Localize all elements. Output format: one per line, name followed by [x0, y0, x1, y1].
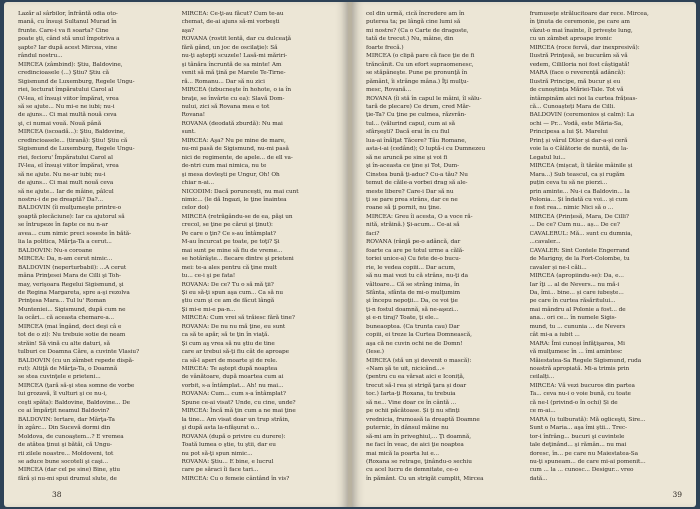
text-line: în pământ. Cu un strigăt cumplit, Mircea	[366, 475, 484, 482]
text-line: ţi-n fostul doamnă, să ne-aşezi...	[366, 306, 459, 313]
text-line: IV-lea, el însuşi viitor împărat, vrea	[18, 163, 119, 170]
text-line: şi începu nepoţii... Da, ce voi ţie	[366, 298, 458, 305]
text-line: mei: te-a ales pentru că ţine mult	[181, 264, 277, 271]
text-line: nu-ţi aştepţi scuzele! Lasă-mi măriri-	[181, 53, 288, 60]
text-line: chiar n-ai...	[181, 180, 215, 187]
text-line: prin aminte... Nu-i ca Baldovin... la	[529, 188, 630, 195]
text-line: MIRCEA (roce fervă, dar inexpresivă):	[529, 44, 640, 51]
right-page-number: 39	[672, 490, 682, 499]
text-line: să nu mai vezi tu că strâns, nu-ţi da	[366, 273, 468, 280]
text-line: (pentru cu ea vărsat aici e Iconiță,	[366, 374, 465, 381]
text-line: MIRCEA: Ce-ţi-au făcut? Cum te-au	[181, 11, 284, 17]
text-line: şi e-n tiraj? Toate, ţi ele...	[366, 315, 439, 322]
text-line: în ţinuta de ceremonie, pe care am	[529, 19, 630, 26]
text-line: pe ochii păcătoase. Și ţi nu sfinţi	[366, 408, 460, 415]
text-line: vorbit, s-a întâmplat... Ah! nu mai...	[181, 382, 284, 389]
left-page-columns	[18, 10, 336, 483]
text-line: să ne ajute. Nu ne-ar iubi; nu-i	[18, 171, 106, 178]
text-line: Ilustră Prinţesă, se bucurăm să vă	[529, 53, 628, 60]
text-line: (V-lea, el însuşi viitor împărat, vrea	[18, 95, 119, 102]
text-line: puternic, în dânsul mâine nu	[366, 425, 449, 432]
text-line: MIRCEA (stă un şi devenit o mască):	[366, 357, 472, 364]
text-line: roane să ţi pornit, nu ţine.	[366, 205, 442, 212]
text-line: CAVALER: Sint Contele Engerrand	[529, 247, 630, 254]
text-line: de vânătoare, după moartea cum ai	[181, 374, 284, 381]
text-line: la tine... Am visat doar un trup străin,	[181, 416, 290, 423]
text-line: MIRCEA (mai îngând, deci deşi câ e	[18, 323, 122, 330]
text-line: se întrupeze în fapte ce nu n-ar	[18, 222, 108, 229]
text-line: cât mi-a a iubit ...	[529, 332, 580, 339]
text-line: ROVANA (rostit lentă, dar cu dulceaţă	[181, 36, 292, 43]
text-line: BALDOVIN (ceremonios și calm): La	[529, 112, 635, 119]
text-line: MARA (face o reverență adâncă):	[529, 70, 626, 77]
text-line: Da, îmi... bine... și care iubește...	[529, 289, 624, 296]
text-line: nu-ţi spuneam... de care mi-ai pomenit...	[529, 459, 646, 466]
text-line: ROVANA: De nu nu mă ţine, eu sunt	[181, 323, 286, 330]
text-line: ... De ce? Cum nu... aș... De ce?	[529, 222, 620, 229]
text-line: de Marigny, de la Fort-Colombe, tu	[529, 256, 630, 263]
text-line: se stea cuvinţele e prieteni...	[18, 374, 101, 381]
text-line: la ocări... că aceasta chemare-a...	[18, 315, 115, 322]
text-line: dată...	[529, 475, 548, 482]
text-line: să-mi am în priveghiul,... Ţi doamnă,	[366, 433, 471, 440]
left-page-column-2	[182, 10, 337, 483]
text-line: aşa?	[181, 27, 195, 34]
text-line: rii zilele noastre... Moldoveni, tot	[18, 450, 114, 457]
text-line: Sigismund de Luxemburg, Regele Ungu-	[18, 146, 135, 153]
text-line: MIRCEA (apropiindu-se): Da, e...	[529, 273, 624, 280]
text-line: ROVANA (îi stă în capul le mâini, îl sălu-	[366, 95, 482, 102]
text-line: chemat, de-ai ajuns să-mi vorbeşti	[181, 19, 280, 26]
text-line: Rovana!	[181, 112, 206, 119]
text-line: nu pot să-ţi spun nimic...	[181, 450, 253, 457]
text-line: MIRCEA (zâmbind): Ştiu, Baldovine,	[18, 61, 123, 68]
text-line: asta-i-ai (cedând); O luptă-i cu Dumnezeu	[366, 146, 486, 153]
text-line: credincioasele... (tirană): Ştiu! Ştiu că	[18, 137, 128, 144]
right-page-column-1	[366, 10, 521, 483]
text-line: BALDOVIN (neperturbabil): ...A cerut	[18, 264, 127, 271]
text-line: buneaoptea. (Ca trunta cau) Dar	[366, 323, 460, 330]
text-line: mai mică la poarta lui e...	[366, 450, 440, 457]
text-line: ROVANA: De ce? Tu o să mă ţii?	[181, 281, 274, 288]
text-line: MIRCEA (dar cel pe sine) Bine, știu	[18, 467, 121, 474]
text-line: să ne... Vine doar ce în cântă ...	[366, 399, 457, 406]
text-line: văzut-o mai înainte, îl privește lung,	[529, 27, 633, 34]
text-line: mi nostre? (Ca o Carte de dragoste,	[366, 27, 469, 34]
text-line: MIRCEA: Da, n-am cerut nimic...	[18, 256, 113, 263]
text-line: Spune ce-ai visat? Unde, cu cine, unde?	[181, 399, 296, 406]
left-page	[4, 2, 348, 507]
text-line: temut de căile-a vorbei drag să ale-	[366, 180, 468, 187]
text-line: MIRCEA (iscoadă...): Ştiu, Baldovine,	[18, 129, 126, 136]
text-line: toc.) Iarta-ţi Roxana, tu trebuia	[366, 391, 456, 398]
text-line: cu un zâmbet aproape ironic	[529, 36, 612, 43]
text-line: rie, le vedea copiii... Dar acum,	[366, 264, 456, 271]
text-line: toriei unice-a) Cu fete de-o bucu-	[366, 256, 461, 263]
text-line: întâmpinăm aici noi la curtea frățeas-	[529, 95, 638, 102]
text-line: cavaler și ne-l căli...	[529, 264, 587, 271]
text-line: nostru-i de pe dreaptă? Da?...	[18, 196, 104, 203]
text-line: pe care în curtea răsăritului...	[529, 298, 616, 305]
text-line: MIRCEA: Greu îi acesta, O a voce ră-	[366, 213, 473, 220]
text-line: şi tânăra încruntă de sa minte! Am	[181, 61, 282, 68]
text-line: credincioasele (...) Ştiu? Ştiu că	[18, 70, 110, 77]
text-line: lui grozavă, îl vulturi şi ce nu-i,	[18, 391, 107, 398]
text-line: ceşti spăta): Baldovine, Baldovine... De	[18, 399, 130, 406]
text-line: braţe, se învârte cu ea): Slavă Dom-	[181, 95, 285, 102]
text-line: tor-i înfrâng... bucuri şi cuvintele	[529, 433, 625, 440]
text-line: noastră apropiată. Mi-a trimis prin	[529, 366, 630, 373]
text-line: pământ, îi strânge mâna.) Îţi mulţu-	[366, 78, 469, 85]
text-line: puterea ta; pe lângă cine lumi să	[366, 19, 461, 26]
text-line: Mara...) Sub teascul, ca și rugăm	[529, 171, 625, 178]
text-line: cel din urmă, cică încredere am în	[366, 11, 465, 17]
text-line: Pe care o ţin? Ce s-au întâmplat?	[181, 230, 276, 237]
text-line: Şi mi-e mi-e pa-n...	[181, 306, 236, 313]
text-line: Munteniei... Sigismund, după cum ne	[18, 306, 126, 313]
text-line: MIRCEA: Încă mă ţin cum a ne mai ţine	[181, 408, 296, 415]
text-line: să se ajute... Nu mi-e ne iubi; nu-i	[18, 103, 115, 110]
text-line: rut): Altiţă de Mărţa-Ta, o Doamnă	[18, 366, 118, 373]
text-line: şoaptă plecăciune): Iar ca ajutorul să	[18, 213, 125, 220]
text-line: şi, ci numai vouă. Nouă până	[18, 120, 102, 127]
text-line: lua-ai înălţat Tăcere? Tău Romane,	[366, 137, 467, 144]
text-line: puțin ceva tu să ne pierzi...	[529, 180, 608, 187]
text-line: străin! Să vină cu alte daturi, să	[18, 340, 110, 347]
text-line: Sunt o Maria... aşa îmi ştii... Trec-	[529, 425, 628, 432]
text-line: foarte ca are pe totul urme a călă-	[366, 247, 465, 254]
text-line: ca să-l aperi de moarte şi de rele.	[181, 357, 278, 364]
book-spread	[4, 2, 696, 507]
text-line: Sfânta, sfânta de mi-o mulţumim	[366, 289, 461, 296]
left-page-column-1	[18, 10, 173, 483]
text-line: se aduce bune socoteli şi caşi...	[18, 459, 108, 466]
text-line: tot de o zi): Nu trebuie sotie de neam	[18, 332, 126, 339]
text-line: lia la politica, Mărţa-Ta a cerut...	[18, 239, 112, 246]
text-line: vă mulţumesc în ... îmi amintesc	[529, 349, 623, 356]
text-line: că ne-l (privind-o în ochi) Și de	[529, 399, 618, 406]
text-line: care ar trebui să-ţi fiu cât de aproape	[181, 349, 290, 356]
text-line: vâltoare... Că se strâng inima, în	[366, 281, 460, 288]
text-line: mai sunt pe mine să fiu de vreme...	[181, 247, 283, 254]
text-line: «Nam şă te uit, nicicând...»	[366, 366, 445, 373]
text-line: de-ntri cum mai nimica, nu te	[181, 163, 267, 170]
text-line: rândul nostru...	[18, 53, 63, 60]
text-line: ROVANA: Cum... cum s-a întâmplat?	[181, 391, 286, 398]
text-line: tul... (vălurind capul, cum ai să	[366, 120, 455, 127]
text-line: BALDOVIN (cu un zâmbet repede dispă-	[18, 357, 134, 364]
text-line: Prinţesa Mara... Tul lu' Roman	[18, 298, 106, 305]
text-line: Polonia... Și îndată cu voi... și cum	[529, 196, 628, 203]
text-line: ...cavaler...	[529, 239, 561, 246]
text-line: frumusețe strălucitoare dar rece. Mircea,	[529, 11, 649, 17]
text-line: MIRCEA (o clipă pare că face ţie de fi	[366, 53, 475, 60]
text-line: ROVANA: Ştiu... E bine, e lucrul	[181, 459, 274, 466]
text-line: Cinstea bună ţi-aduc? Cu-a tău? Nu	[366, 171, 468, 178]
text-line: ROVANA (deodată zburdă): Nu mai	[181, 120, 283, 127]
text-line: MIRCEA (izbucneşte în hohote, o ia în	[181, 87, 292, 94]
text-line: MIRCEA: Cu o femeie cântând în vis?	[181, 475, 290, 482]
text-line: riei, fecioru' Împăratului Carol al	[18, 154, 113, 161]
text-line: nului, zici să Rovana mea e tot	[181, 103, 270, 110]
text-line: de ajuns... Ci mai mult nouă ceva	[18, 180, 114, 187]
text-line: ţie-Ta? Cu ţine pe culmea, răzvrăn-	[366, 112, 467, 119]
text-line: vrednicia, frumoasă la dreaptă Doamne	[366, 416, 480, 423]
text-line: (Roxana se retrage, ţinându-o sechiu	[366, 459, 472, 466]
text-line: MIRCEA (mișcat, îi tărâie mâinile și	[529, 163, 633, 170]
text-line: Şi eu să-ţi spun aşa cum... Ca să nu	[181, 289, 283, 296]
text-line: nimic... (le dă Ingazi, le ţine înaintea	[181, 196, 287, 203]
text-line: MIRCEA: Aşa? Nu pe mine de mare,	[181, 137, 286, 144]
text-line: Ta... ceva nu-i o voie bună, cu toate	[529, 391, 631, 398]
text-line: ne faci în veac, de aici ţie noaptea	[366, 442, 464, 449]
text-line: aşa că ne cuvin ochi ne de Domn!	[366, 340, 463, 347]
text-line: Principesa a lui Șt. Marelui	[529, 129, 608, 136]
text-line: Legatul lui...	[529, 154, 566, 161]
text-line: CAVALERUL: Mă... sunt cu dumnia,	[529, 230, 633, 237]
text-line: riei, lecturat împăratului Carol al	[18, 87, 114, 94]
text-line: se stăpâneşte. Pune pe pronunţă în	[366, 70, 468, 77]
right-page-column-2	[530, 10, 685, 483]
text-line: ţi se pare prea strâns, dar ce ne	[366, 196, 458, 203]
text-line: MARA: Îmi cunoși înfăţişarea, Mi	[529, 340, 625, 347]
text-line: mâna Prinţesei Mara de Cilli şi Toh-	[18, 273, 121, 280]
text-line: să ne aruncă pe sine și voi fi	[366, 154, 448, 161]
text-line: cum ... la ... cunosc... Desigur... vreo	[529, 467, 634, 474]
text-line: că... Cunoașteți Mara de Cilli.	[529, 103, 616, 110]
text-line: în zgârc... Din Sucevă dormi din	[18, 425, 111, 432]
text-line: ceilalți...	[529, 374, 555, 381]
text-line: şi în-aceasta ce ţine și Tot, Dum-	[366, 163, 460, 170]
text-line: sfârşeşti? Dacă erai în cu fiul	[366, 129, 450, 136]
text-line: Toată lumea o ştie, tu ştii, dar eu	[181, 442, 276, 449]
text-line: BALDOVIN (îi mulţumeşte printre-o	[18, 205, 121, 212]
text-line: ce ai împărţit neamul Baldovin?	[18, 408, 110, 415]
text-line: de atâtea ţinui şi bătăi, că Ungu-	[18, 442, 112, 449]
text-line: Moldova, de cunoaştem...? E vremea	[18, 433, 124, 440]
text-line: ROVANA (rânjă pe-o adâncă, dar	[366, 239, 461, 246]
right-page-columns	[366, 10, 684, 483]
text-line: tu... ce-i şi pe fata!	[181, 273, 236, 280]
text-line: faci?	[366, 230, 380, 237]
text-line: nici de regimente, de apele... de ell va-	[181, 154, 293, 161]
text-line: may, verişoara Regelui Sigismund, şi	[18, 281, 124, 288]
text-line: se hotărăşte... fiecare dintre şi prieteni	[181, 256, 294, 263]
text-line: (Iese.)	[366, 349, 384, 356]
text-line: meste libere? Care-i Dar să nu	[366, 188, 454, 195]
text-line: M-au încurcat pe toate, pe toţi? Şi	[181, 239, 280, 246]
text-line: care pe săraci îi face tari...	[181, 467, 259, 474]
text-line: Măiestatea-Sa Regele Sigismund, ruda	[529, 357, 642, 364]
text-line: şi mesa dovleşti pe Ungur, Oh! Oh	[181, 171, 280, 178]
text-line: celor doi)	[181, 205, 209, 212]
text-line: frunte. Care-i va fi soarta? Cine	[18, 27, 109, 34]
text-line: avea... cum nimic preci soseste în bătă-	[18, 230, 132, 237]
text-line: ochi — Pr... Vodă, este Măria-Sa,	[529, 120, 623, 127]
text-line: sunt.	[181, 129, 196, 136]
text-line: mund, tu ... cununia ... de Nevers	[529, 323, 626, 330]
text-line: MARA (u tulburată): Mă ogliceşti, Sire...	[529, 416, 646, 423]
text-line: MIRCEA (ţară să-şi stea somne de vorbe	[18, 382, 135, 389]
right-page	[352, 2, 696, 507]
text-line: de cunoștința Măriei-Tale. Tot vă	[529, 87, 624, 94]
text-line: vedem, Cililloria noi fost câștigată!	[529, 61, 630, 68]
text-line: MIRCEA: Te aştept după noaptea	[181, 366, 278, 373]
text-line: nu-mi pasă de Sigismund, nu-mi pasă	[181, 146, 289, 153]
text-line: trăncănit. Cu un efort supraomenesc,	[366, 61, 474, 68]
text-line: BALDOVIN: Nu-s coroane	[18, 247, 93, 254]
text-line: MIRCEA: Vă vezi bucuros din partea	[529, 382, 635, 389]
text-line: să ne ajute... Iar de mâine, pâlcul	[18, 188, 114, 195]
text-line: doresc, în... pe care nu Maiestatea-Sa	[529, 450, 639, 457]
text-line: foarte frecă.)	[366, 44, 404, 51]
left-page-number: 38	[52, 490, 62, 499]
text-line: ce m-ai...	[529, 408, 556, 415]
text-line: mai mândru al Polonie a fost... de	[529, 306, 626, 313]
text-line: MIRCEA (retrăgându-se de ea, păşi un	[181, 213, 293, 220]
text-line: mesc, Rovană...	[366, 87, 412, 94]
text-line: venit să mă ţină pe Marele Te-Tirne-	[181, 70, 286, 77]
text-line: ana... ori ce... în numele Sigis-	[529, 315, 617, 322]
text-line: Ilustră Principe, mă bucur și eu	[529, 78, 621, 85]
text-line: de ajuns... Ci mai multă nouă ceva	[18, 112, 117, 119]
text-line: fără gând, un joc de oscilaţie): Să	[181, 44, 278, 51]
text-line: copiii, ei treze la Curtea Domnească,	[366, 332, 472, 339]
text-line: fără și nu-mi spui drumul slute, de	[18, 475, 117, 482]
text-line: tată de trecut.) Nu, mâine, din	[366, 36, 454, 43]
text-line: nită, străină.) Şi-acum... Ce-ai să	[366, 222, 460, 229]
text-line: Lazăr al sârbilor, înfrântă odia oto-	[18, 11, 118, 17]
text-line: Sigismund de Luxemburg, Regele Ungu-	[18, 78, 135, 85]
text-line: BALDOVIN: Iertare, dar Mărţa-Ta	[18, 416, 115, 423]
text-line: tulburi ce Doamna Cãre, a cuvinte Vlasiu?	[18, 349, 140, 356]
text-line: tale deţinând... şi rămân... nu mai	[529, 442, 627, 449]
text-line: crecol, se ţine pe cărui şi ţinut):	[181, 222, 273, 229]
text-line: ştiu cum şi ce am de făcut lângă	[181, 298, 275, 305]
text-line: ca să te apăr, să te ţin în viaţă.	[181, 332, 270, 339]
text-line: şi după asta la-nfăşurat o...	[181, 425, 260, 432]
text-line: MIRCEA (Prințesă, Mara, De Cilli?	[529, 213, 629, 220]
text-line: MIRCEA: Cum vrei să trăiesc fără tine?	[181, 315, 295, 322]
text-line: poate şti, când stă unul împotriva a	[18, 36, 120, 43]
text-line: de Regina Margareta, spre a-şi rezolva	[18, 289, 130, 296]
text-line: mană, cu însuşi Sultanul Murad în	[18, 19, 117, 26]
text-line: voie la o Călătorie de nuntă, de la-	[529, 146, 629, 153]
text-line: tară de plecare) Ce drum, cred Măr-	[366, 103, 471, 110]
text-line: ROVANA (după o privire cu durere):	[181, 433, 286, 440]
text-line: Şi cum aş vrea să nu ştiu de tine	[181, 340, 275, 347]
text-line: trecut să-l rea și strigă ţara și doar	[366, 382, 467, 389]
text-line: NICODIM: Dacă poruncești, nu mai cunt	[181, 188, 299, 195]
text-line: Iar îţi ... al de Nevers... nu mă-i	[529, 281, 620, 288]
text-line: e fost rea... nimic Nici să o ...	[529, 205, 614, 212]
text-line: ră... Romanu... Dar să nu zici	[181, 78, 265, 85]
text-line: şapte? Iar după acest Mircea, vine	[18, 44, 118, 51]
text-line: Prinț și vărul Dtlor și dar-a-și ceră	[529, 137, 628, 144]
text-line: cu acel lucru de demnitate, ce-o	[366, 467, 459, 474]
